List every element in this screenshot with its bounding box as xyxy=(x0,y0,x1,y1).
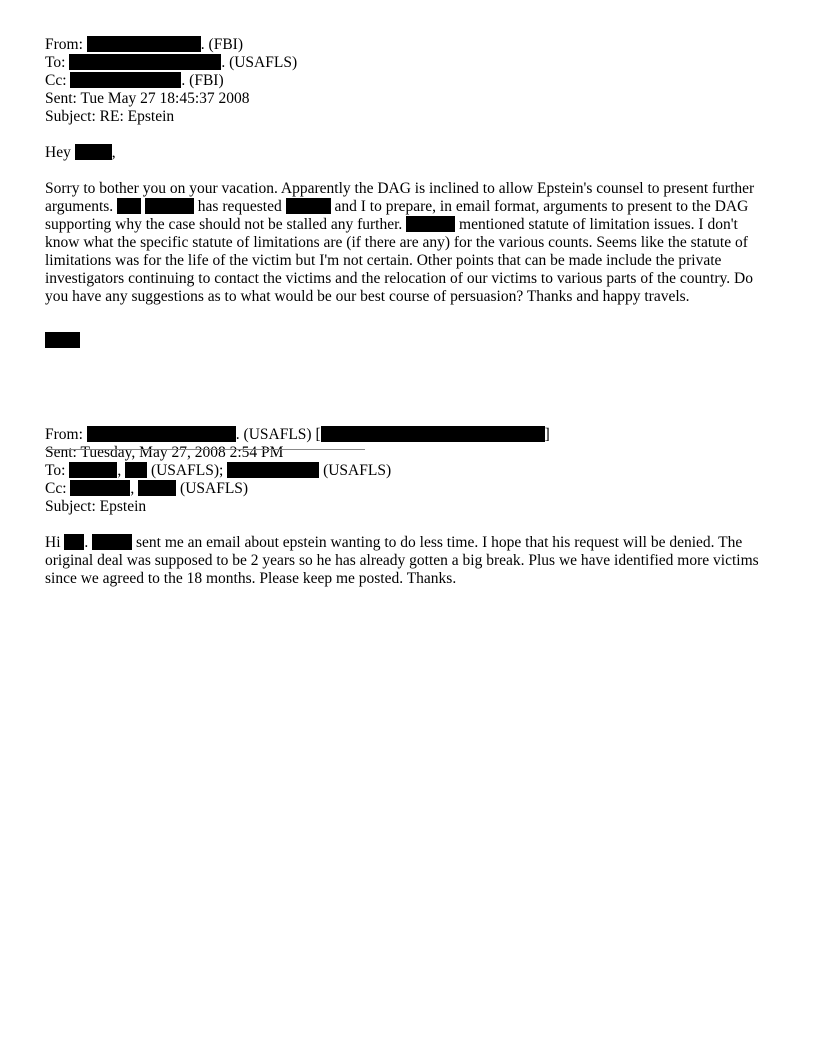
email2-subject-line: Subject: Epstein xyxy=(45,498,147,515)
redaction-block xyxy=(321,426,545,442)
cc-org: . (FBI) xyxy=(181,72,224,89)
body-text: has requested xyxy=(197,198,282,215)
email1-greeting xyxy=(45,144,775,162)
redaction-block xyxy=(70,480,130,496)
body-text: sent me an email about epstein wanting to do less time. I hope that his request will be denied. The original deal was supposed to be 2 years so he has already gotten a big break. Plus we have identified more victims since we agreed to the 18 months. Please keep me posted. Thanks. xyxy=(45,534,759,587)
email2-sent-line: Sent: Tuesday, May 27, 2008 2:54 PM xyxy=(45,444,284,461)
redaction-block xyxy=(125,462,147,478)
to-org: (USAFLS); xyxy=(150,462,224,479)
cc-label: Cc: xyxy=(45,480,67,497)
redaction-block xyxy=(45,332,80,348)
body-text: Sorry to bother you on your vacation. Apparently the DAG is inclined to allow Epstein's counsel to present further arguments. xyxy=(45,180,755,215)
email1-to-line xyxy=(45,54,775,72)
redaction-block xyxy=(75,144,112,160)
signature-line xyxy=(45,332,775,350)
to-label: To: xyxy=(45,462,66,479)
email2-from-line xyxy=(45,426,775,444)
redaction-block xyxy=(87,426,236,442)
greeting-comma: , xyxy=(111,144,116,161)
redaction-block xyxy=(87,36,201,52)
email1-sent-line: Sent: Tue May 27 18:45:37 2008 xyxy=(45,90,250,107)
to-org: . (USAFLS) xyxy=(221,54,298,71)
to-comma: , xyxy=(117,462,122,479)
redaction-block xyxy=(227,462,319,478)
cc-org: (USAFLS) xyxy=(180,480,249,497)
redaction-block xyxy=(69,462,117,478)
redaction-block xyxy=(70,72,181,88)
redaction-block xyxy=(286,198,331,214)
from-org: . (FBI) xyxy=(200,36,243,53)
cc-comma: , xyxy=(130,480,135,497)
email1-subject-line: Subject: RE: Epstein xyxy=(45,108,175,125)
email2-to-line xyxy=(45,462,775,480)
greeting-text: Hey xyxy=(45,144,71,161)
body-text: and I to prepare, in email format, arguments to present to the DAG supporting why the case should not be stalled any further. xyxy=(45,198,749,233)
redaction-block xyxy=(69,54,221,70)
body-text: mentioned statute of limitation issues. I don't know what the specific statute of limitations are (if there are any) for the various counts. Seems like the statute of limitations was for the life of the victim but I'm not certain. Other points that can be made include the private investigators continuing to contact the victims and the relocation of our victims to various parts of the country. Do you have any suggestions as to what would be our best course of persuasion? Thanks and happy travels. xyxy=(45,216,753,305)
redaction-block xyxy=(92,534,132,550)
redaction-block xyxy=(406,216,455,232)
from-org: . (USAFLS) [ xyxy=(235,426,321,443)
from-bracket: ] xyxy=(544,426,550,443)
email1-cc-line xyxy=(45,72,775,90)
to-org: (USAFLS) xyxy=(323,462,392,479)
cc-label: Cc: xyxy=(45,72,67,89)
email2-cc-line xyxy=(45,480,775,498)
email1-from-line xyxy=(45,36,775,54)
email2-body: Hi . sent me an email about epstein wanting to do less time. I hope that his request will be denied. The original deal was supposed to be 2 years so he has already gotten a big break. Plus we have identified more victims since we agreed to the 18 months. Please keep me posted. Thanks. xyxy=(45,534,759,587)
to-label: To: xyxy=(45,54,66,71)
from-label: From: xyxy=(45,426,83,443)
redaction-block xyxy=(138,480,176,496)
redaction-block xyxy=(64,534,84,550)
document-page xyxy=(45,36,775,588)
email-separator xyxy=(45,449,365,450)
from-label: From: xyxy=(45,36,83,53)
redaction-block xyxy=(117,198,141,214)
greeting-text: Hi xyxy=(45,534,61,551)
email1-body xyxy=(45,180,775,306)
redaction-block xyxy=(145,198,194,214)
